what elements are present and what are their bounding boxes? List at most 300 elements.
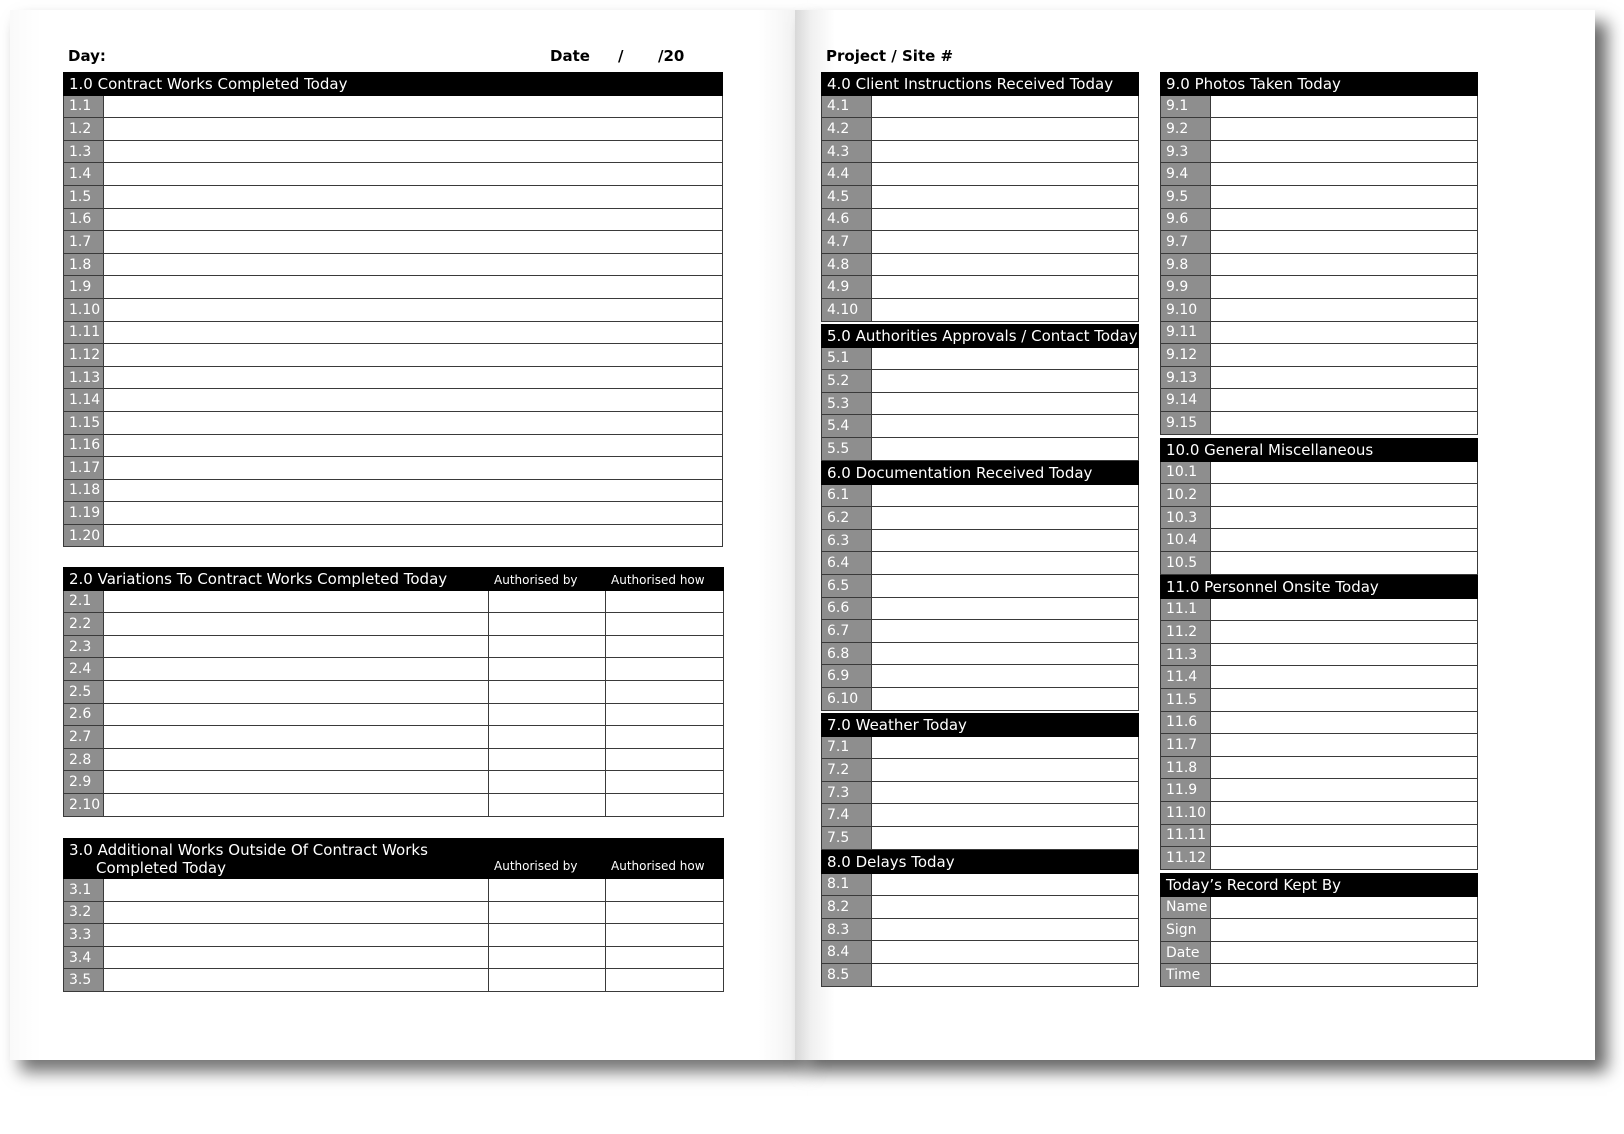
form-row (1161, 688, 1478, 711)
entry-cell[interactable] (104, 95, 723, 118)
form-row (1161, 253, 1478, 276)
entry-cell[interactable] (1211, 734, 1478, 757)
authorised-by-cell[interactable] (489, 969, 606, 992)
entry-cell[interactable] (872, 507, 1139, 530)
form-row (1161, 779, 1478, 802)
entry-cell[interactable] (872, 415, 1139, 438)
row-number: 11.10 (1161, 801, 1211, 824)
authorised-how-cell[interactable] (606, 658, 724, 681)
section-title: 2.0 Variations To Contract Works Completed Today (64, 568, 489, 591)
entry-cell[interactable] (104, 208, 723, 231)
form-row (64, 344, 723, 367)
form-row (822, 118, 1139, 141)
entry-cell[interactable] (1211, 896, 1478, 919)
authorised-how-cell[interactable] (606, 901, 724, 924)
form-row (822, 941, 1139, 964)
entry-cell[interactable] (872, 873, 1139, 896)
entry-cell[interactable] (1211, 711, 1478, 734)
personnel-table (1160, 575, 1478, 870)
entry-cell[interactable] (1211, 919, 1478, 942)
entry-cell[interactable] (1211, 847, 1478, 870)
form-row (64, 140, 723, 163)
row-number: 1.1 (64, 95, 104, 118)
form-row (822, 370, 1139, 393)
row-number: 3.4 (64, 946, 104, 969)
form-row (822, 392, 1139, 415)
entry-cell[interactable] (104, 231, 723, 254)
entry-cell[interactable] (104, 879, 489, 902)
row-number: 3.3 (64, 924, 104, 947)
authorised-by-cell[interactable] (489, 793, 606, 816)
authorised-how-header: Authorised how (606, 839, 724, 879)
section-title: 4.0 Client Instructions Received Today (822, 73, 1139, 96)
weather-table (821, 713, 1139, 850)
form-row (1161, 276, 1478, 299)
entry-cell[interactable] (104, 185, 723, 208)
form-row (1161, 389, 1478, 412)
left-page (10, 10, 798, 1060)
authorised-by-cell[interactable] (489, 726, 606, 749)
row-number: 7.5 (822, 826, 872, 849)
row-number: 1.3 (64, 140, 104, 163)
row-number: 9.10 (1161, 298, 1211, 321)
entry-cell[interactable] (1211, 666, 1478, 689)
form-row (822, 963, 1139, 986)
entry-cell[interactable] (1211, 598, 1478, 621)
entry-cell[interactable] (872, 804, 1139, 827)
variations-table (63, 567, 724, 817)
row-number: 1.18 (64, 479, 104, 502)
authorised-how-cell[interactable] (606, 635, 724, 658)
authorised-by-cell[interactable] (489, 590, 606, 613)
row-number: 1.7 (64, 231, 104, 254)
entry-cell[interactable] (872, 437, 1139, 460)
contract-works-table (63, 72, 723, 547)
entry-cell[interactable] (104, 366, 723, 389)
row-number: 2.1 (64, 590, 104, 613)
row-number: 4.2 (822, 118, 872, 141)
row-number: 8.5 (822, 963, 872, 986)
entry-cell[interactable] (872, 941, 1139, 964)
entry-cell[interactable] (1211, 298, 1478, 321)
section-title: 5.0 Authorities Approvals / Contact Today (822, 325, 1139, 348)
row-number: 1.15 (64, 411, 104, 434)
entry-cell[interactable] (1211, 163, 1478, 186)
entry-cell[interactable] (872, 392, 1139, 415)
entry-cell[interactable] (1211, 484, 1478, 507)
entry-cell[interactable] (104, 658, 489, 681)
authorised-how-cell[interactable] (606, 793, 724, 816)
form-row (64, 185, 723, 208)
entry-cell[interactable] (1211, 208, 1478, 231)
row-number: 2.7 (64, 726, 104, 749)
row-number: 4.8 (822, 253, 872, 276)
entry-cell[interactable] (1211, 118, 1478, 141)
entry-cell[interactable] (104, 479, 723, 502)
row-number: 9.14 (1161, 389, 1211, 412)
row-number: 1.17 (64, 457, 104, 480)
authorised-how-cell[interactable] (606, 879, 724, 902)
row-number: 4.9 (822, 276, 872, 299)
row-number: 1.8 (64, 253, 104, 276)
form-row (822, 896, 1139, 919)
entry-cell[interactable] (104, 163, 723, 186)
row-number: 6.5 (822, 574, 872, 597)
row-number: 4.3 (822, 140, 872, 163)
authorised-how-cell[interactable] (606, 771, 724, 794)
entry-cell[interactable] (1211, 756, 1478, 779)
entry-cell[interactable] (104, 140, 723, 163)
form-row (64, 479, 723, 502)
authorised-by-cell[interactable] (489, 924, 606, 947)
row-number: 2.10 (64, 793, 104, 816)
entry-cell[interactable] (872, 781, 1139, 804)
entry-cell[interactable] (1211, 779, 1478, 802)
entry-cell[interactable] (104, 703, 489, 726)
row-number: 11.4 (1161, 666, 1211, 689)
form-row (822, 437, 1139, 460)
form-row (822, 873, 1139, 896)
entry-cell[interactable] (872, 896, 1139, 919)
entry-cell[interactable] (1211, 140, 1478, 163)
entry-cell[interactable] (872, 826, 1139, 849)
authorised-how-cell[interactable] (606, 924, 724, 947)
row-number: 7.3 (822, 781, 872, 804)
form-row (822, 507, 1139, 530)
row-number: 6.9 (822, 665, 872, 688)
form-row (1161, 185, 1478, 208)
photos-table (1160, 72, 1478, 435)
row-number: 9.8 (1161, 253, 1211, 276)
misc-table (1160, 438, 1478, 575)
row-number: 4.6 (822, 208, 872, 231)
row-number: 11.5 (1161, 688, 1211, 711)
form-row (1161, 298, 1478, 321)
entry-cell[interactable] (1211, 276, 1478, 299)
authorised-how-cell[interactable] (606, 590, 724, 613)
row-number: Name (1161, 896, 1211, 919)
date-year: /20 (658, 47, 685, 65)
entry-cell[interactable] (1211, 643, 1478, 666)
form-row (1161, 711, 1478, 734)
entry-cell[interactable] (872, 208, 1139, 231)
form-row (822, 574, 1139, 597)
row-number: 5.5 (822, 437, 872, 460)
row-number: 9.6 (1161, 208, 1211, 231)
entry-cell[interactable] (872, 95, 1139, 118)
entry-cell[interactable] (104, 613, 489, 636)
form-row (822, 918, 1139, 941)
form-row (822, 804, 1139, 827)
entry-cell[interactable] (104, 389, 723, 412)
entry-cell[interactable] (1211, 321, 1478, 344)
entry-cell[interactable] (1211, 389, 1478, 412)
entry-cell[interactable] (104, 748, 489, 771)
authorised-by-cell[interactable] (489, 680, 606, 703)
entry-cell[interactable] (1211, 253, 1478, 276)
form-row (1161, 941, 1478, 964)
row-number: 7.2 (822, 759, 872, 782)
form-row (64, 924, 724, 947)
entry-cell[interactable] (872, 552, 1139, 575)
authorised-by-cell[interactable] (489, 771, 606, 794)
entry-cell[interactable] (104, 590, 489, 613)
row-number: 1.13 (64, 366, 104, 389)
row-number: 4.5 (822, 185, 872, 208)
row-number: 9.11 (1161, 321, 1211, 344)
entry-cell[interactable] (104, 253, 723, 276)
entry-cell[interactable] (872, 687, 1139, 710)
row-number: 5.4 (822, 415, 872, 438)
right-page (795, 10, 1595, 1060)
form-row (1161, 598, 1478, 621)
row-number: 2.9 (64, 771, 104, 794)
row-number: 8.2 (822, 896, 872, 919)
authorised-by-cell[interactable] (489, 946, 606, 969)
entry-cell[interactable] (872, 298, 1139, 321)
form-row (822, 163, 1139, 186)
entry-cell[interactable] (872, 620, 1139, 643)
authorised-by-header: Authorised by (489, 568, 606, 591)
authorised-how-cell[interactable] (606, 726, 724, 749)
entry-cell[interactable] (872, 597, 1139, 620)
form-row (822, 620, 1139, 643)
row-number: 2.2 (64, 613, 104, 636)
authorised-by-cell[interactable] (489, 635, 606, 658)
entry-cell[interactable] (104, 276, 723, 299)
form-row (64, 457, 723, 480)
form-row (822, 687, 1139, 710)
entry-cell[interactable] (872, 529, 1139, 552)
form-row (1161, 847, 1478, 870)
entry-cell[interactable] (104, 946, 489, 969)
entry-cell[interactable] (872, 963, 1139, 986)
entry-cell[interactable] (104, 118, 723, 141)
authorities-approvals-table (821, 324, 1139, 461)
entry-cell[interactable] (1211, 551, 1478, 574)
row-number: 6.8 (822, 642, 872, 665)
row-number: Date (1161, 941, 1211, 964)
form-row (64, 613, 724, 636)
entry-cell[interactable] (104, 457, 723, 480)
entry-cell[interactable] (872, 484, 1139, 507)
authorised-how-cell[interactable] (606, 969, 724, 992)
row-number: 5.1 (822, 347, 872, 370)
entry-cell[interactable] (872, 118, 1139, 141)
entry-cell[interactable] (872, 736, 1139, 759)
entry-cell[interactable] (104, 298, 723, 321)
form-row (822, 552, 1139, 575)
form-row (822, 781, 1139, 804)
entry-cell[interactable] (872, 140, 1139, 163)
row-number: 9.9 (1161, 276, 1211, 299)
row-number: Sign (1161, 919, 1211, 942)
form-row (822, 276, 1139, 299)
form-row (1161, 163, 1478, 186)
entry-cell[interactable] (104, 344, 723, 367)
section-title: Today’s Record Kept By (1161, 874, 1478, 897)
form-row (1161, 621, 1478, 644)
form-row (1161, 666, 1478, 689)
entry-cell[interactable] (104, 680, 489, 703)
row-number: 6.4 (822, 552, 872, 575)
form-row (64, 658, 724, 681)
row-number: 4.1 (822, 95, 872, 118)
row-number: 10.5 (1161, 551, 1211, 574)
form-row (1161, 461, 1478, 484)
entry-cell[interactable] (104, 771, 489, 794)
row-number: 5.3 (822, 392, 872, 415)
documentation-table (821, 461, 1139, 711)
entry-cell[interactable] (104, 411, 723, 434)
row-number: 1.20 (64, 524, 104, 547)
entry-cell[interactable] (1211, 964, 1478, 987)
form-row (1161, 118, 1478, 141)
entry-cell[interactable] (872, 759, 1139, 782)
form-row (822, 759, 1139, 782)
form-row (822, 736, 1139, 759)
form-row (64, 635, 724, 658)
form-row (822, 665, 1139, 688)
form-row (64, 411, 723, 434)
row-number: 4.10 (822, 298, 872, 321)
row-number: 8.4 (822, 941, 872, 964)
authorised-how-cell[interactable] (606, 946, 724, 969)
section-title-line2: Completed Today (96, 858, 226, 877)
form-row (64, 502, 723, 525)
form-row (1161, 801, 1478, 824)
entry-cell[interactable] (872, 185, 1139, 208)
form-row (822, 529, 1139, 552)
row-number: 9.1 (1161, 95, 1211, 118)
section-title: 9.0 Photos Taken Today (1161, 73, 1478, 96)
row-number: 10.1 (1161, 461, 1211, 484)
entry-cell[interactable] (872, 574, 1139, 597)
form-row (1161, 366, 1478, 389)
entry-cell[interactable] (872, 276, 1139, 299)
row-number: 9.2 (1161, 118, 1211, 141)
entry-cell[interactable] (104, 726, 489, 749)
form-row (64, 901, 724, 924)
entry-cell[interactable] (872, 665, 1139, 688)
row-number: 11.11 (1161, 824, 1211, 847)
entry-cell[interactable] (104, 502, 723, 525)
authorised-by-cell[interactable] (489, 658, 606, 681)
entry-cell[interactable] (872, 370, 1139, 393)
entry-cell[interactable] (104, 524, 723, 547)
entry-cell[interactable] (104, 635, 489, 658)
form-row (64, 276, 723, 299)
entry-cell[interactable] (1211, 366, 1478, 389)
entry-cell[interactable] (1211, 231, 1478, 254)
entry-cell[interactable] (1211, 344, 1478, 367)
row-number: 11.2 (1161, 621, 1211, 644)
row-number: 11.3 (1161, 643, 1211, 666)
form-row (64, 366, 723, 389)
row-number: 1.16 (64, 434, 104, 457)
authorised-how-cell[interactable] (606, 613, 724, 636)
form-row (822, 185, 1139, 208)
form-row (64, 434, 723, 457)
form-row (64, 118, 723, 141)
section-title: 11.0 Personnel Onsite Today (1161, 576, 1478, 599)
row-number: 1.10 (64, 298, 104, 321)
authorised-by-cell[interactable] (489, 703, 606, 726)
section-title: 10.0 General Miscellaneous (1161, 439, 1478, 462)
form-row (64, 703, 724, 726)
row-number: 1.2 (64, 118, 104, 141)
row-number: 3.1 (64, 879, 104, 902)
entry-cell[interactable] (104, 901, 489, 924)
entry-cell[interactable] (104, 969, 489, 992)
entry-cell[interactable] (1211, 621, 1478, 644)
authorised-by-cell[interactable] (489, 748, 606, 771)
entry-cell[interactable] (104, 434, 723, 457)
section-title: 8.0 Delays Today (822, 851, 1139, 874)
form-row (822, 95, 1139, 118)
row-number: 6.10 (822, 687, 872, 710)
entry-cell[interactable] (872, 918, 1139, 941)
authorised-how-cell[interactable] (606, 680, 724, 703)
row-number: 10.2 (1161, 484, 1211, 507)
entry-cell[interactable] (1211, 801, 1478, 824)
form-row (64, 969, 724, 992)
entry-cell[interactable] (872, 231, 1139, 254)
form-row (822, 347, 1139, 370)
row-number: 6.3 (822, 529, 872, 552)
row-number: 7.1 (822, 736, 872, 759)
row-number: 1.12 (64, 344, 104, 367)
entry-cell[interactable] (872, 347, 1139, 370)
row-number: 2.6 (64, 703, 104, 726)
entry-cell[interactable] (1211, 95, 1478, 118)
section-title: 7.0 Weather Today (822, 714, 1139, 737)
authorised-by-cell[interactable] (489, 879, 606, 902)
entry-cell[interactable] (104, 924, 489, 947)
entry-cell[interactable] (1211, 824, 1478, 847)
form-row (64, 389, 723, 412)
entry-cell[interactable] (104, 793, 489, 816)
authorised-by-cell[interactable] (489, 613, 606, 636)
form-row (822, 826, 1139, 849)
form-row (1161, 919, 1478, 942)
entry-cell[interactable] (1211, 688, 1478, 711)
entry-cell[interactable] (1211, 461, 1478, 484)
form-row (64, 163, 723, 186)
row-number: 9.3 (1161, 140, 1211, 163)
entry-cell[interactable] (1211, 506, 1478, 529)
section-title (64, 839, 489, 879)
entry-cell[interactable] (1211, 411, 1478, 434)
entry-cell[interactable] (872, 642, 1139, 665)
entry-cell[interactable] (104, 321, 723, 344)
entry-cell[interactable] (1211, 529, 1478, 552)
entry-cell[interactable] (1211, 941, 1478, 964)
authorised-how-cell[interactable] (606, 703, 724, 726)
row-number: 8.3 (822, 918, 872, 941)
row-number: 6.6 (822, 597, 872, 620)
authorised-by-cell[interactable] (489, 901, 606, 924)
date-label: Date (550, 47, 590, 65)
form-row (1161, 824, 1478, 847)
row-number: 1.4 (64, 163, 104, 186)
entry-cell[interactable] (1211, 185, 1478, 208)
form-row (822, 597, 1139, 620)
entry-cell[interactable] (872, 253, 1139, 276)
entry-cell[interactable] (872, 163, 1139, 186)
authorised-how-cell[interactable] (606, 748, 724, 771)
form-row (1161, 551, 1478, 574)
